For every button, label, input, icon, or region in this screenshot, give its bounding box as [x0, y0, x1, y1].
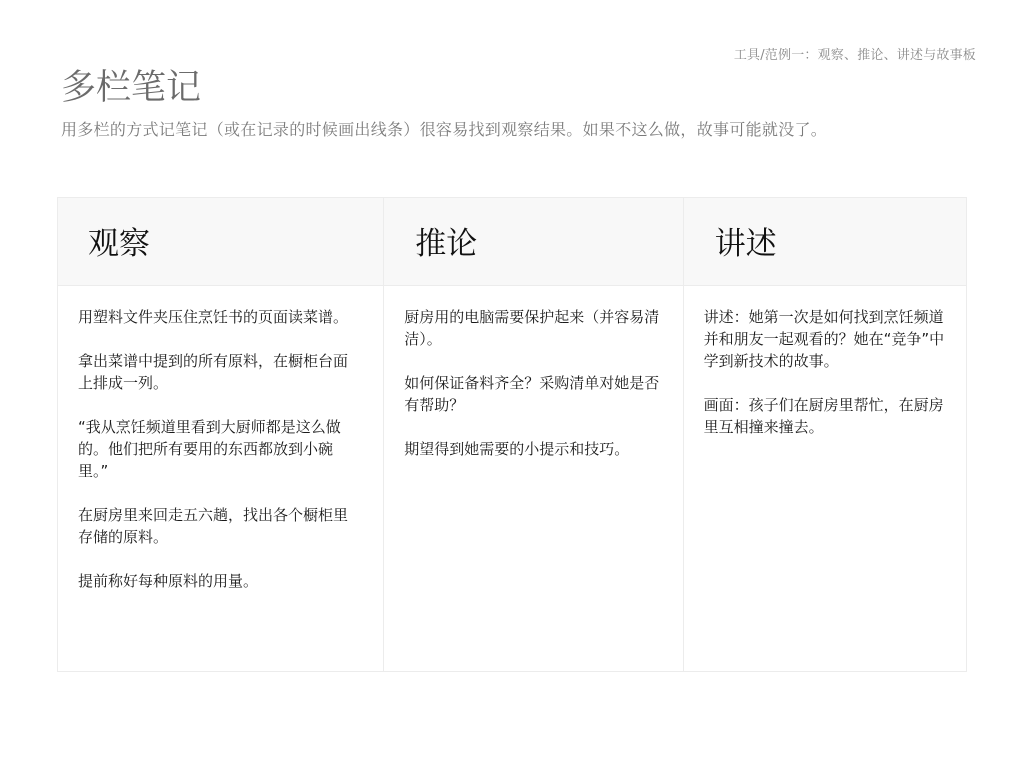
- column-inference: [384, 198, 683, 671]
- note-item: 如何保证备料齐全？采购清单对她是否有帮助？: [404, 374, 660, 414]
- column-body: [684, 286, 966, 460]
- note-item: 画面：孩子们在厨房里帮忙，在厨房里互相撞来撞去。: [703, 396, 944, 436]
- column-body: [58, 286, 383, 614]
- note-item: 期望得到她需要的小提示和技巧。: [404, 440, 630, 458]
- page-subtitle: 用多栏的方式记笔记（或在记录的时候画出线条）很容易找到观察结果。如果不这么做，故事可能就没了。: [61, 120, 828, 139]
- note-item: 厨房用的电脑需要保护起来（并容易清洁）。: [404, 308, 660, 348]
- page-title: 多栏笔记: [61, 68, 202, 108]
- column-narration: [684, 198, 966, 671]
- note-item: 用塑料文件夹压住烹饪书的页面读菜谱。: [78, 308, 349, 326]
- column-header: [58, 198, 383, 286]
- note-item: 在厨房里来回走五六趟，找出各个橱柜里存储的原料。: [78, 506, 349, 546]
- note-item: 讲述：她第一次是如何找到烹饪频道并和朋友一起观看的？她在“竞争”中学到新技术的故事。: [703, 308, 945, 370]
- note-item: 拿出菜谱中提到的所有原料，在橱柜台面上排成一列。: [78, 352, 349, 392]
- column-observation: [58, 198, 384, 671]
- column-header: [684, 198, 966, 286]
- multi-column-notes-table: [57, 197, 967, 672]
- column-title-inference: 推论: [415, 226, 478, 262]
- column-header: [384, 198, 682, 286]
- note-item: “我从烹饪频道里看到大厨师都是这么做的。他们把所有要用的东西都放到小碗里。”: [78, 418, 341, 480]
- note-item: 提前称好每种原料的用量。: [78, 572, 259, 590]
- column-title-observation: 观察: [88, 226, 150, 262]
- column-body: [384, 286, 682, 482]
- breadcrumb: 工具/范例一：观察、推论、讲述与故事板: [733, 48, 976, 63]
- column-title-narration: 讲述: [714, 226, 777, 262]
